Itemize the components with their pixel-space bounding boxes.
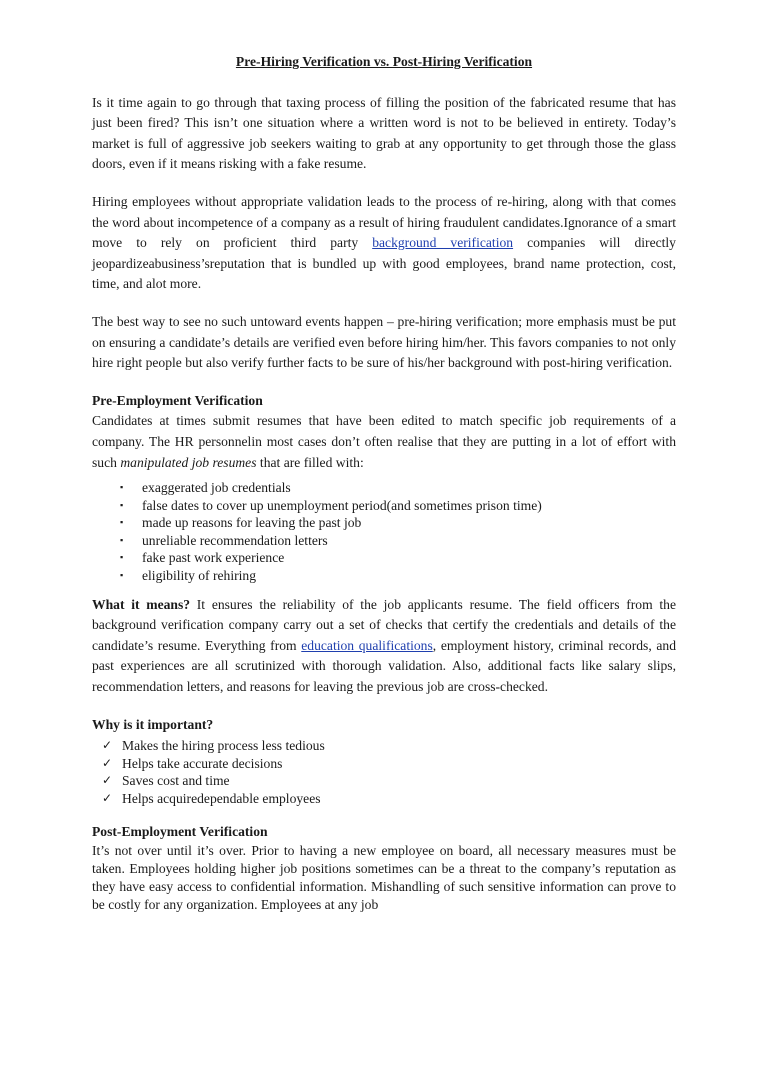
square-bullet-icon: ▪ [120, 482, 124, 493]
best-way-paragraph: The best way to see no such untoward events happen – pre-hiring verification; more emphasis must be put on ensuring a candidate’s details are verified even before hiring him/her. This favors companies to not only hire right people but also verify further facts to be sure of his/her background with post-hiring verification. [92, 313, 676, 371]
checkmark-icon: ✓ [102, 791, 113, 805]
validation-paragraph [92, 192, 676, 295]
list-item [120, 497, 676, 515]
what-it-means-paragraph [92, 595, 676, 698]
list-item-text: unreliable recommendation letters [142, 532, 328, 548]
list-item-text: fake past work experience [142, 550, 285, 566]
list-item [120, 549, 676, 567]
list-item-text: false dates to cover up unemployment period(and sometimes prison time) [142, 497, 542, 513]
list-item-text: exaggerated job credentials [142, 480, 291, 496]
list-item-text: Makes the hiring process less tedious [122, 738, 325, 754]
why-important-heading: Why is it important? [92, 716, 214, 732]
checkmark-icon: ✓ [102, 738, 113, 753]
square-bullet-icon: ▪ [120, 534, 124, 545]
list-item-text: made up reasons for leaving the past job [142, 515, 362, 531]
square-bullet-icon: ▪ [120, 499, 124, 510]
list-item-text: Helps acquiredependable employees [122, 791, 321, 806]
list-item-text: Saves cost and time [122, 773, 230, 789]
list-item-text: eligibility of rehiring [142, 568, 257, 584]
square-bullet-icon: ▪ [120, 570, 124, 581]
pre-employment-text-start: Candidates at times submit resumes that have been edited to match specific job requirements of a company. The HR personnelin most cases don’t often realise that they are putting in a lot of effort with such [92, 413, 676, 470]
pre-employment-text-end: that are filled with: [256, 454, 364, 470]
post-employment-heading: Post-Employment Verification [92, 823, 268, 839]
square-bullet-icon: ▪ [120, 552, 124, 563]
square-bullet-icon: ▪ [120, 517, 124, 528]
intro-paragraph: Is it time again to go through that taxing process of filling the position of the fabricated resume that has just been fired? This isn’t one situation where a written word is not to be believed in entirety. Today’s market is full of aggressive job seekers waiting to grab at any opportunity to get through those the glass doors, even if it means risking with a fake resume. [92, 94, 676, 172]
list-item [102, 790, 676, 808]
benefits-list [92, 737, 676, 807]
validation-text-start: Hiring employees without appropriate validation leads to the process of re-hiring, along with that comes the word about incompetence of a company as a result of hiring fraudulent candidates.Ignorance of a smart move to rely on proficient third party [92, 193, 676, 251]
list-item [120, 479, 676, 497]
checkmark-icon: ✓ [102, 773, 113, 788]
what-it-means-text-end: , employment history, criminal records, and past experiences are all scrutinized with thorough validation. Also, additional facts like salary slips, recommendation letters, and reasons for leaving the previous job are cross-checked. [92, 637, 677, 695]
education-qualifications-link[interactable]: education qualifications [301, 637, 433, 653]
what-it-means-label: What it means? [92, 596, 191, 612]
pre-employment-heading: Pre-Employment Verification [92, 392, 263, 408]
list-item [120, 514, 676, 532]
list-item [120, 567, 676, 585]
list-item [102, 737, 676, 755]
list-item-text: Helps take accurate decisions [122, 755, 283, 771]
list-item [102, 755, 676, 773]
list-item [102, 772, 676, 790]
list-item [120, 532, 676, 550]
checkmark-icon: ✓ [102, 755, 113, 770]
pre-employment-paragraph [92, 411, 676, 473]
page-title: Pre-Hiring Verification vs. Post-Hiring Verification [235, 54, 533, 69]
resume-issues-list [92, 479, 676, 585]
post-employment-paragraph: It’s not over until it’s over. Prior to having a new employee on board, all necessary measures must be taken. Employees holding higher job positions sometimes can be a threat to the company’s reputation as they have easy access to confidential information. Mishandling of such sensitive information can prove to be costly for any organization. Employees at any job [92, 843, 676, 913]
what-it-means-text-start: It ensures the reliability of the job applicants resume. The field officers from the background verification company carry out a set of checks that certify the credentials and details of the candidate’s resume. Everything from [92, 596, 676, 653]
background-verification-link[interactable]: background verification [372, 235, 514, 251]
validation-text-end: companies will directly jeopardizeabusiness’sreputation that is bundled up with good employees, brand name protection, cost, time, and alot more. [92, 235, 676, 292]
manipulated-resumes-emphasis: manipulated job resumes [120, 454, 257, 470]
